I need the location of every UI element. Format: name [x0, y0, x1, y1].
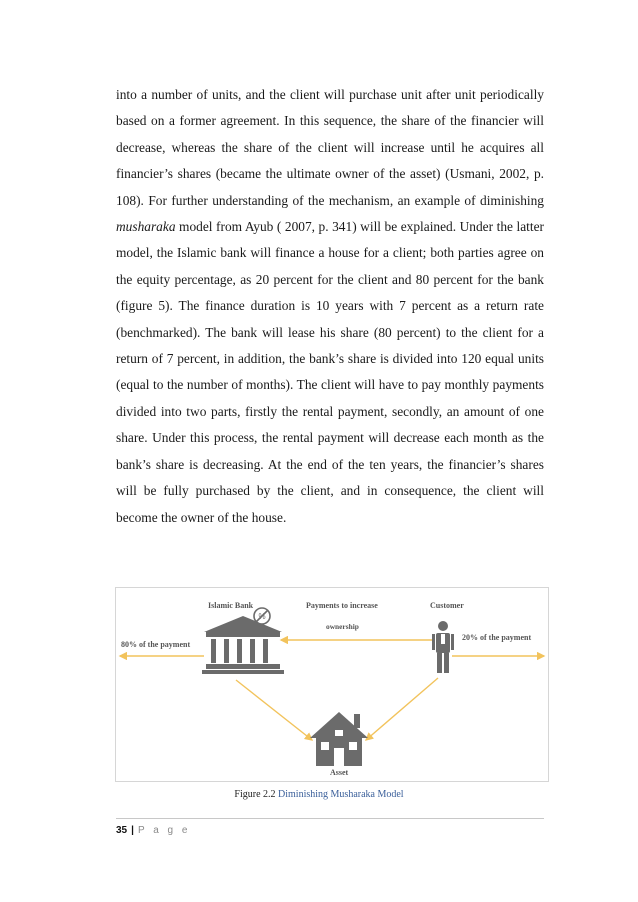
- body-text: [116, 82, 544, 531]
- page-footer: [116, 825, 190, 836]
- payments-label-line2: ownership: [326, 622, 359, 631]
- figure-diagram: [116, 588, 548, 781]
- customer-payment-label: 20% of the payment: [462, 633, 532, 642]
- bank-icon: [202, 616, 284, 674]
- no-interest-badge-icon: [254, 608, 270, 624]
- paragraph-text-part-2: model from Ayub ( 2007, p. 341) will be explained. Under the latter model, the Islamic bank will finance a house for a client; both parties agree on the equity percentage, as 20 percent for the client and 80 percent for the bank (figure 5). The finance duration is 10 years with 7 percent as a return rate (benchmarked). The bank will lease his share (80 percent) to the client for a return of 7 percent, in addition, the bank’s share is divided into 120 equal units (equal to the number of months). The client will have to pay monthly payments divided into two parts, firstly the rental payment, secondly, an amount of one share. Under this process, the rental payment will decrease each month as the bank’s share is decreasing. At the end of the ten years, the financier’s shares will be fully purchased by the client, and in consequence, the client will become the owner of the house.: [116, 219, 544, 525]
- bank-payment-label: 80% of the payment: [121, 640, 191, 649]
- customer-label: Customer: [430, 601, 464, 610]
- body-paragraph: [116, 82, 544, 531]
- caption-prefix: Figure 2.2: [234, 789, 276, 800]
- figure-caption: [0, 789, 638, 800]
- bank-to-asset-arrow: [236, 680, 312, 740]
- paragraph-text-part-1: into a number of units, and the client will purchase unit after unit periodically based on a former agreement. In this sequence, the share of the financier will decrease, whereas the share of the client will increase until he acquires all financier’s shares (became the ultimate owner of the asset) (Usmani, 2002, p. 108). For further understanding of the mechanism, an example of diminishing: [116, 87, 544, 208]
- page-word: P a g e: [137, 825, 191, 836]
- customer-to-asset-arrow: [366, 678, 438, 740]
- footer-separator: |: [131, 825, 134, 836]
- asset-label: Asset: [330, 768, 349, 777]
- customer-icon: [432, 621, 454, 673]
- islamic-bank-label: Islamic Bank: [208, 601, 254, 610]
- payments-label-line1: Payments to increase: [306, 601, 378, 610]
- footer-divider: [116, 818, 544, 819]
- italic-term: musharaka: [116, 219, 176, 235]
- house-icon: [310, 712, 368, 766]
- caption-title: Diminishing Musharaka Model: [278, 789, 404, 800]
- page-number: 35: [116, 825, 128, 836]
- svg-text:%: %: [258, 612, 266, 621]
- diminishing-musharaka-figure: [115, 587, 549, 782]
